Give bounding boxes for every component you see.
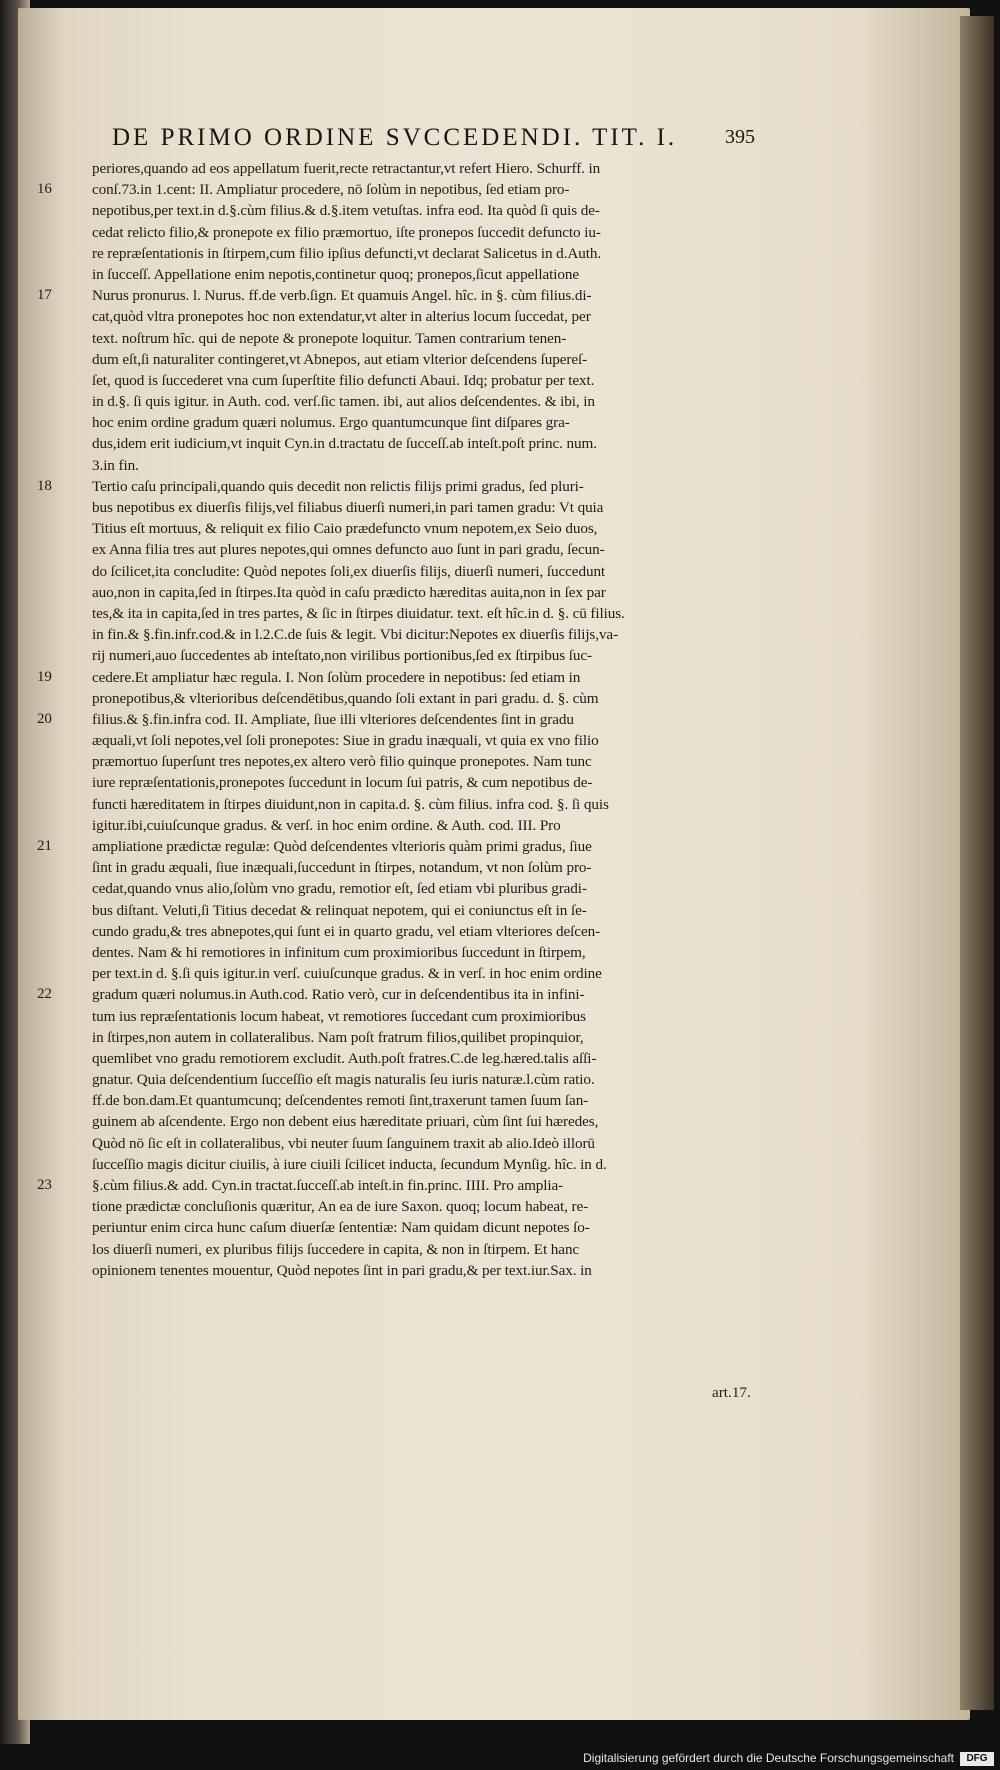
margin-number: 19	[37, 668, 52, 685]
line-text: Quòd nō ſic eſt in collateralibus, vbi neuter ſuum ſanguinem traxit ab alio.Ideò illorū	[92, 1134, 595, 1152]
text-line	[92, 921, 764, 942]
text-line	[92, 455, 764, 476]
line-text: ff.de bon.dam.Et quantumcunq; deſcendentes remoti ſint,traxerunt tamen ſuum ſan-	[92, 1092, 589, 1110]
text-line	[37, 709, 764, 730]
line-text: quemlibet vno gradu remotiorem excludit. Auth.poſt fratres.C.de leg.hæred.talis aſſi-	[92, 1049, 597, 1067]
text-line	[92, 433, 764, 454]
line-text: bus diſtant. Veluti,ſi Titius decedat & relinquat nepotem, qui ei coniunctus eſt in ſe-	[92, 901, 587, 919]
line-text: nepotibus,per text.in d.§.cùm filius.& d.§.item vetuſtas. infra eod. Ita quòd ſi quis de-	[92, 202, 600, 220]
text-line	[92, 243, 764, 264]
line-text: ampliatione prædictæ regulæ: Quòd deſcendentes vlterioris quàm primi gradus, ſiue	[92, 838, 592, 855]
line-text: æquali,vt ſoli nepotes,vel ſoli pronepotes: Siue in gradu inæquali, vt quia ex vno filio	[92, 732, 599, 750]
catchword: art.17.	[712, 1384, 751, 1401]
text-line	[92, 1239, 764, 1260]
line-text: filius.& §.fin.infra cod. II. Ampliate, ſiue illi vlteriores deſcendentes ſint in gradu	[92, 710, 574, 728]
text-line	[92, 963, 764, 984]
line-text: in ſucceſſ. Appellatione enim nepotis,continetur quoq; pronepos,ſicut appellatione	[92, 265, 579, 283]
text-line	[92, 878, 764, 899]
line-text: functi hæreditatem in ſtirpes diuidunt,non in capita.d. §. cùm filius. infra cod. §. ſi quis	[92, 795, 609, 813]
line-text: conſ.73.in 1.cent: II. Ampliatur procedere, nō ſolùm in nepotibus, ſed etiam pro-	[92, 181, 570, 199]
line-text: pronepotibus,& vlterioribus deſcendētibus,quando ſoli extant in pari gradu. d. §. cùm	[92, 689, 599, 707]
running-head: DE PRIMO ORDINE SVCCEDENDI. TIT. I.	[112, 124, 678, 151]
line-text: re repræſentationis in ſtirpem,cum filio ipſius defuncti,vt declarat Salicetus in d.Auth.	[92, 244, 602, 262]
margin-number: 23	[37, 1177, 52, 1193]
line-text: ex Anna filia tres aut plures nepotes,qui omnes defuncto auo ſunt in pari gradu, ſecun-	[92, 541, 605, 559]
text-line	[92, 624, 764, 645]
margin-number: 17	[37, 287, 52, 304]
line-text: gnatur. Quia deſcendentium ſucceſſio eſt magis naturalis ſeu iuris naturæ.l.cùm ratio.	[92, 1071, 595, 1089]
line-text: cedat,quando vnus alio,ſolùm vno gradu, remotior eſt, ſed etiam vbi pluribus gradi-	[92, 880, 587, 898]
text-line	[92, 158, 764, 179]
text-line	[92, 794, 764, 815]
line-text: dum eſt,ſi naturaliter contingeret,vt Abnepos, aut etiam vlterior deſcendens ſupereſ-	[92, 350, 588, 368]
line-text: dus,idem erit iudicium,vt inquit Cyn.in d.tractatu de ſucceſſ.ab inteſt.poſt princ. num.	[92, 435, 597, 453]
text-line	[92, 815, 764, 836]
margin-number: 18	[37, 477, 52, 494]
text-line	[92, 1260, 764, 1281]
line-text: tum ius repræſentationis locum habeat, vt remotiores ſuccedant cum proximioribus	[92, 1007, 586, 1025]
text-line	[37, 836, 764, 857]
line-text: cedat relicto filio,& pronepote ex filio præmortuo, iſte pronepos ſuccedit defuncto iu-	[92, 223, 601, 241]
text-line	[92, 1006, 764, 1027]
line-text: los diuerſi numeri, ex pluribus filijs ſuccedere in capita, & non in ſtirpem. Et hanc	[92, 1240, 580, 1258]
line-text: præmortuo ſuperſunt tres nepotes,ex altero verò filio quinque pronepotes. Nam tunc	[92, 753, 592, 771]
page-number: 395	[725, 126, 755, 148]
line-text: bus nepotibus ex diuerſis filijs,vel filiabus diuerſi numeri,in pari tamen gradu: Vt quia	[92, 499, 604, 516]
line-text: ſucceſſio magis dicitur ciuilis, à iure ciuili ſcilicet inducta, ſecundum Mynſig. hîc. in d.	[92, 1155, 607, 1173]
text-line	[92, 370, 764, 391]
text-line	[92, 1196, 764, 1217]
line-text: gradum quæri nolumus.in Auth.cod. Ratio verò, cur in deſcendentibus ita in infini-	[92, 986, 585, 1004]
line-text: cundo gradu,& tres abnepotes,qui ſunt ei in quarto gradu, vel etiam vlteriores deſcen-	[92, 922, 601, 940]
line-text: text. noſtrum hîc. qui de nepote & pronepote loquitur. Tamen contrarium tenen-	[92, 329, 567, 347]
text-line	[92, 200, 764, 221]
text-line	[92, 264, 764, 285]
line-text: periuntur enim circa hunc caſum diuerſæ ſententiæ: Nam quidam dicunt nepotes ſo-	[92, 1219, 590, 1237]
margin-number: 21	[37, 838, 52, 854]
text-line	[92, 688, 764, 709]
text-line	[92, 497, 764, 518]
text-line	[37, 285, 764, 306]
line-text: in fin.& §.fin.infr.cod.& in l.2.C.de ſuis & legit. Vbi dicitur:Nepotes ex diuerſis filijs,va-	[92, 626, 619, 644]
line-text: ſint in gradu æquali, ſiue inæquali,ſuccedunt in ſtirpes, notandum, vt non ſolùm pro-	[92, 859, 592, 877]
text-line	[92, 328, 764, 349]
line-text: tione prædictæ concluſionis quæritur, An ea de iure Saxon. quoq; locum habeat, re-	[92, 1198, 589, 1216]
margin-number: 16	[37, 181, 52, 198]
text-line	[92, 1069, 764, 1090]
text-line	[92, 1133, 764, 1154]
line-text: 3.in fin.	[92, 456, 139, 474]
text-line	[92, 539, 764, 560]
line-text: dentes. Nam & hi remotiores in infinitum cum proximioribus ſuccedunt in ſtirpem,	[92, 943, 586, 961]
text-line	[92, 900, 764, 921]
line-text: in d.§. ſi quis igitur. in Auth. cod. verſ.ſic tamen. ibi, aut alios deſcendentes. & ibi, in	[92, 393, 595, 411]
text-line	[92, 645, 764, 666]
line-text: in ſtirpes,non autem in collateralibus. Nam poſt fratrum filios,quilibet propinquior,	[92, 1028, 584, 1046]
line-text: ſet, quod is ſuccederet vna cum ſuperſtite filio defuncti Abaui. Idq; probatur per text.	[92, 371, 595, 389]
text-line	[92, 1154, 764, 1175]
text-line	[92, 751, 764, 772]
text-line	[37, 667, 764, 688]
line-text: hoc enim ordine gradum quæri nolumus. Ergo quantumcunque ſint diſpares gra-	[92, 414, 570, 432]
text-line	[92, 306, 764, 327]
text-line	[92, 942, 764, 963]
text-line	[92, 1090, 764, 1111]
line-text: periores,quando ad eos appellatum fuerit,recte retractantur,vt refert Hiero. Schurff. in	[92, 160, 601, 177]
line-text: tes,& ita in capita,ſed in tres partes, & ſic in ſtirpes diuidatur. text. eſt hîc.in d. §. cū filius.	[92, 604, 625, 622]
text-line	[92, 1111, 764, 1132]
line-text: guinem ab aſcendente. Ergo non debent eius hæreditate priuari, cùm ſint ſui hæredes,	[92, 1113, 599, 1131]
body-text	[37, 158, 764, 1281]
line-text: Titius eſt mortuus, & reliquit ex filio Caio prædefuncto vnum nepotem,ex Seio duos,	[92, 520, 598, 538]
line-text: rij numeri,auo ſuccedentes ab inteſtato,non virilibus portionibus,ſed ex ſtirpibus ſuc-	[92, 647, 592, 665]
text-line	[37, 984, 764, 1005]
text-line	[37, 476, 764, 497]
text-line	[92, 518, 764, 539]
line-text: cat,quòd vltra pronepotes hoc non extendatur,vt alter in alterius locum ſuccedat, per	[92, 308, 591, 326]
text-line	[92, 561, 764, 582]
text-line	[92, 222, 764, 243]
margin-number: 20	[37, 710, 52, 727]
text-line	[92, 857, 764, 878]
line-text: Tertio caſu principali,quando quis decedit non relictis filijs primi gradus, ſed pluri-	[92, 477, 584, 495]
text-line	[92, 412, 764, 433]
line-text: iure repræſentationis,pronepotes ſuccedunt in locum ſui patris, & cum nepotibus de-	[92, 774, 593, 792]
footer-credit: Digitalisierung gefördert durch die Deutsche Forschungsgemeinschaft	[583, 1751, 954, 1765]
text-line	[37, 179, 764, 200]
text-line	[92, 1048, 764, 1069]
line-text: §.cùm filius.& add. Cyn.in tractat.ſucceſſ.ab inteſt.in fin.princ. IIII. Pro amplia-	[92, 1177, 564, 1194]
dfg-logo-icon: DFG	[960, 1752, 994, 1766]
text-line	[92, 1217, 764, 1238]
line-text: auo,non in capita,ſed in ſtirpes.Ita quòd in caſu prædicto hæreditas auita,non in ſex par	[92, 583, 606, 601]
line-text: per text.in d. §.ſi quis igitur.in verſ. cuiuſcunque gradus. & in verſ. in hoc enim ordine	[92, 965, 602, 983]
line-text: opinionem tenentes mouentur, Quòd nepotes ſint in pari gradu,& per text.iur.Sax. in	[92, 1261, 592, 1279]
text-line	[37, 1175, 764, 1196]
margin-number: 22	[37, 986, 52, 1003]
line-text: Nurus pronurus. l. Nurus. ff.de verb.ſign. Et quamuis Angel. hîc. in §. cùm filius.di-	[92, 287, 592, 305]
line-text: cedere.Et ampliatur hæc regula. I. Non ſolùm procedere in nepotibus: ſed etiam in	[92, 668, 581, 686]
line-text: do ſcilicet,ita concludite: Quòd nepotes ſoli,ex diuerſis filijs, diuerſi numeri, ſuccedunt	[92, 562, 606, 580]
text-line	[92, 349, 764, 370]
text-line	[92, 1027, 764, 1048]
line-text: igitur.ibi,cuiuſcunque gradus. & verſ. in hoc enim ordine. & Auth. cod. III. Pro	[92, 816, 561, 834]
text-line	[92, 772, 764, 793]
page-fore-edge	[960, 16, 994, 1710]
text-line	[92, 730, 764, 751]
text-line	[92, 582, 764, 603]
text-line	[92, 391, 764, 412]
text-line	[92, 603, 764, 624]
